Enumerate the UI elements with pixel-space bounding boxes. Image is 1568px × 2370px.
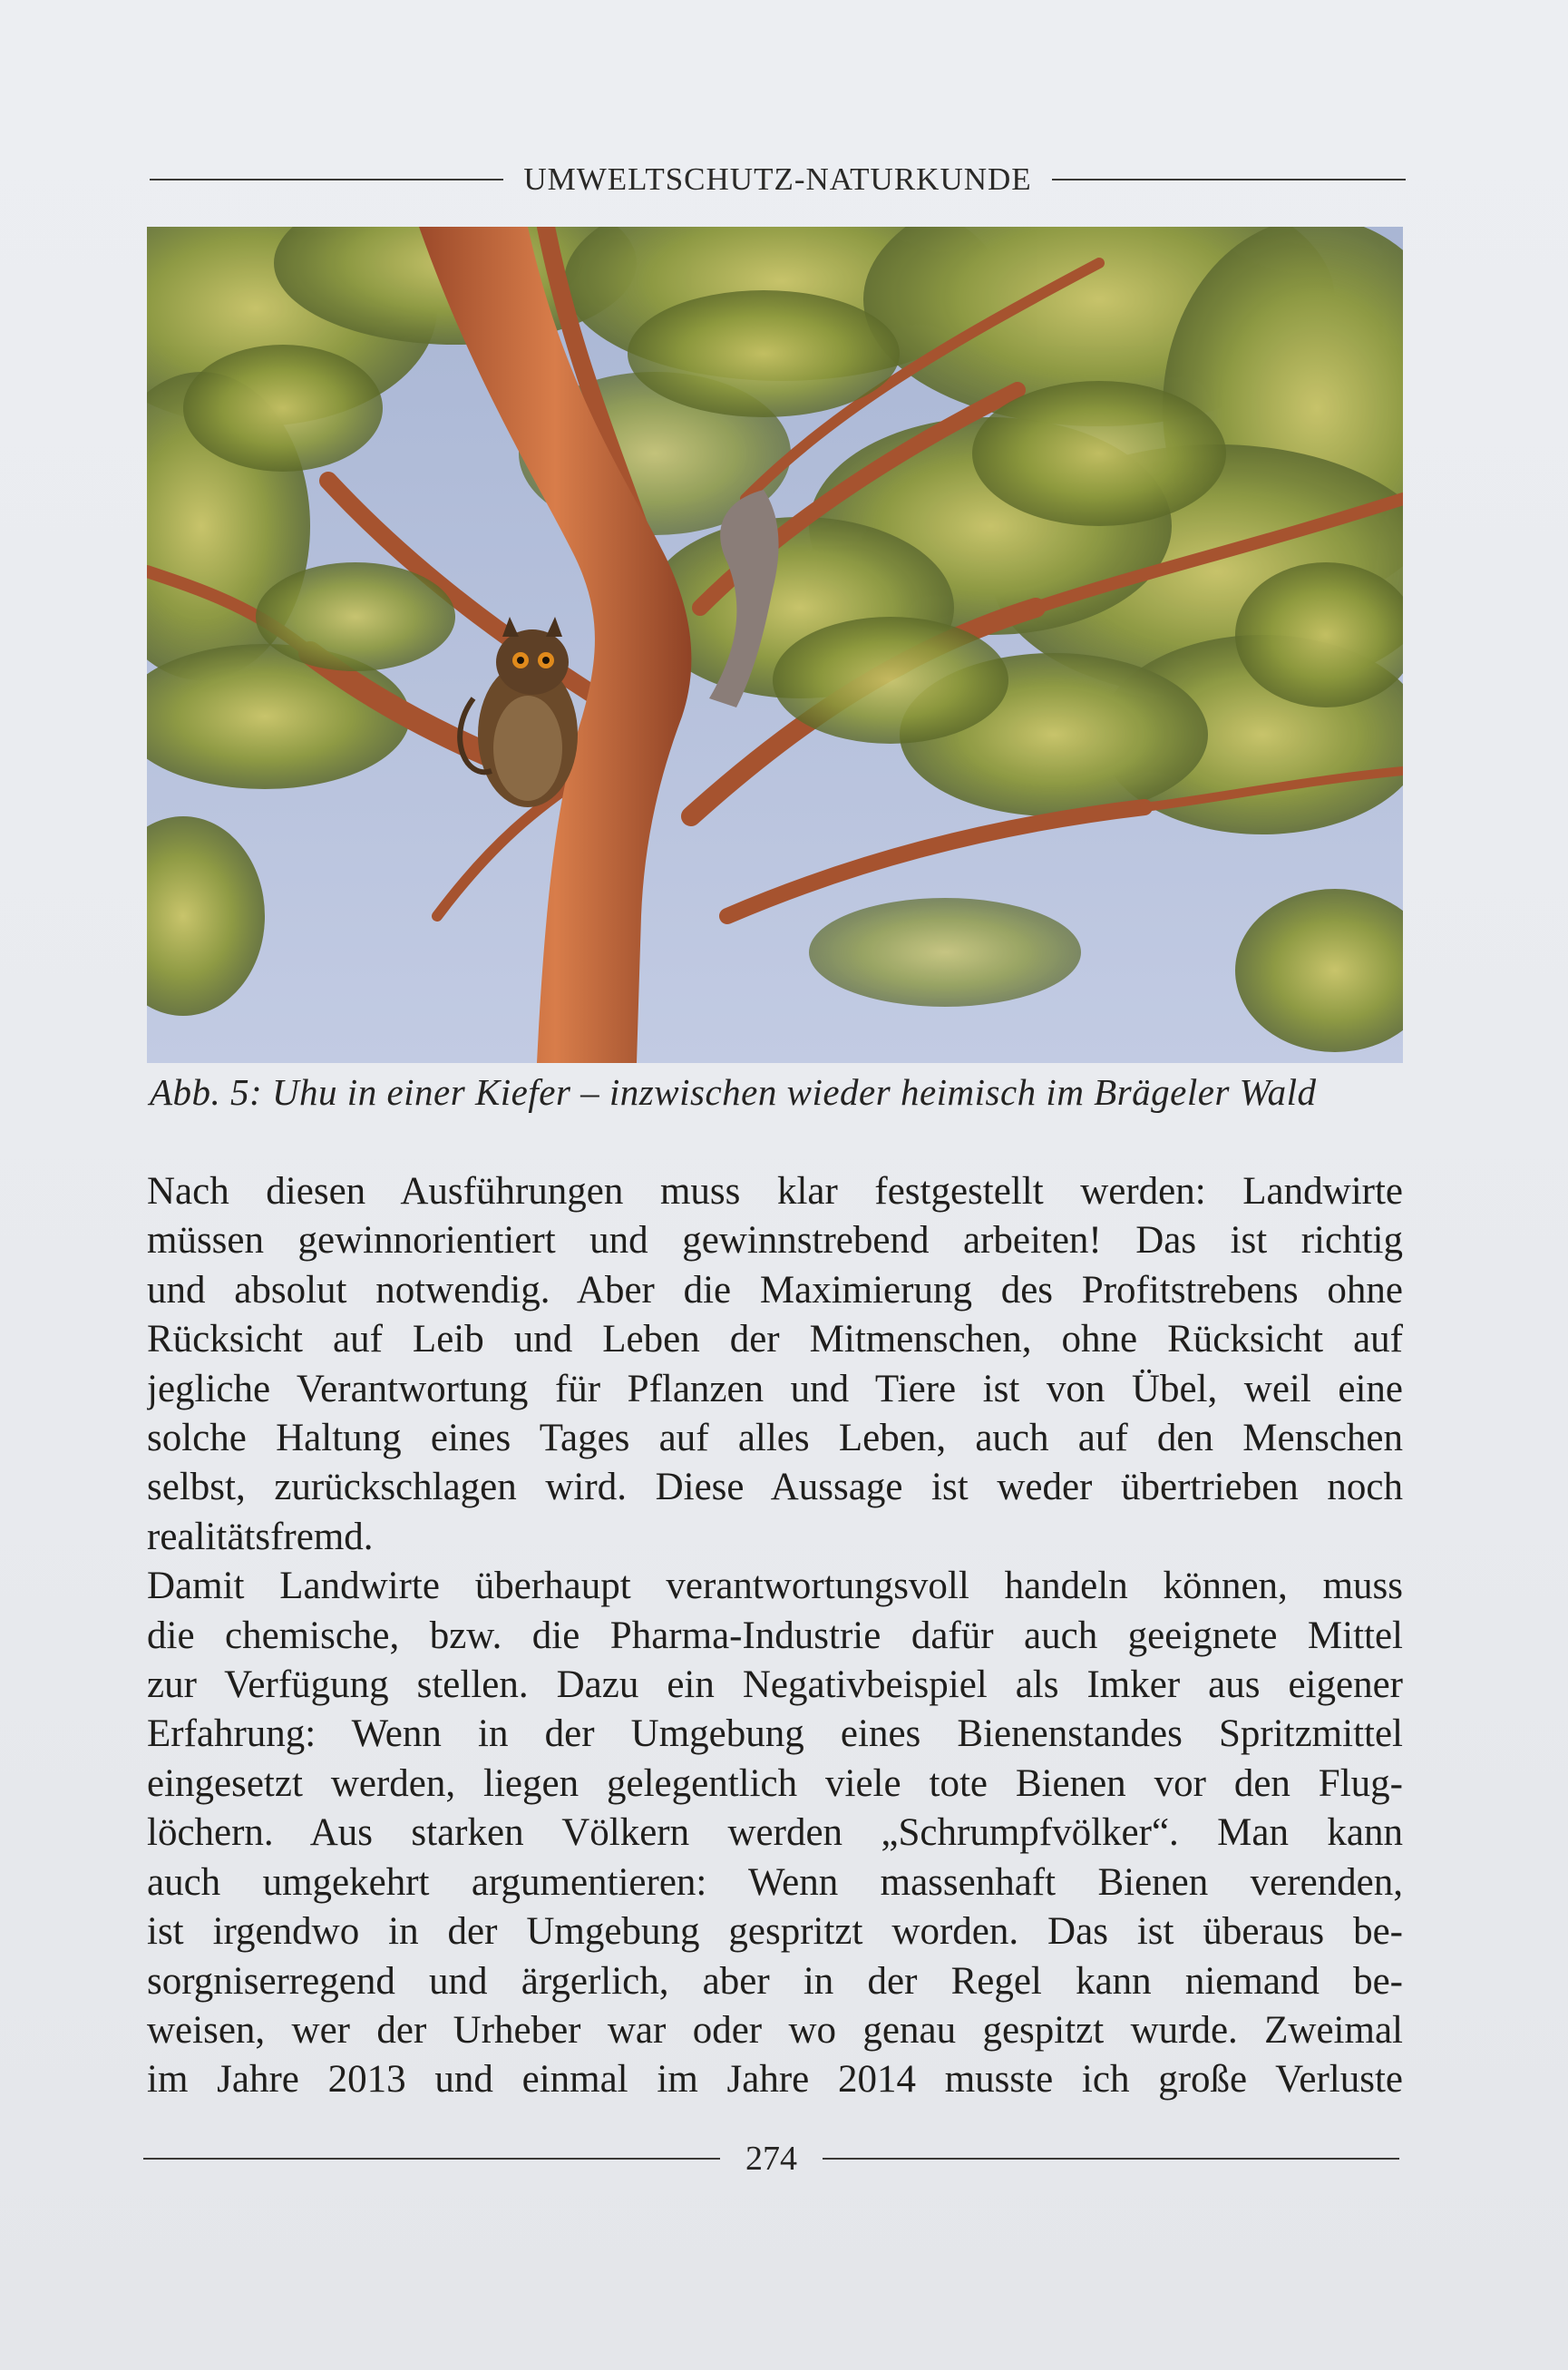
text-line: sorgniserregend und ärgerlich, aber in der Regel kann niemand be- bbox=[147, 1959, 1403, 2003]
text-line: die chemische, bzw. die Pharma-Industrie dafür auch geeignete Mittel bbox=[147, 1614, 1403, 1657]
figure-caption: Abb. 5: Uhu in einer Kiefer – inzwischen wieder heimisch im Brägeler Wald bbox=[150, 1071, 1317, 1113]
header-rule-left bbox=[150, 179, 503, 180]
text-line: im Jahre 2013 und einmal im Jahre 2014 musste ich große Verluste bbox=[147, 2058, 1403, 2102]
running-header bbox=[150, 152, 1406, 207]
text-line: müssen gewinnorientiert und gewinnstrebend arbeiten! Das ist richtig bbox=[147, 1219, 1403, 1263]
text-line: selbst, zurückschlagen wird. Diese Aussage ist weder übertrieben noch bbox=[147, 1466, 1403, 1509]
text-line: auch umgekehrt argumentieren: Wenn massenhaft Bienen verenden, bbox=[147, 1860, 1403, 1904]
text-line: Nach diesen Ausführungen muss klar festgestellt werden: Landwirte bbox=[147, 1170, 1403, 1213]
footer-rule-right bbox=[823, 2158, 1399, 2160]
text-line: weisen, wer der Urheber war oder wo genau gespitzt wurde. Zweimal bbox=[147, 2008, 1403, 2052]
text-line: Erfahrung: Wenn in der Umgebung eines Bienenstandes Spritzmittel bbox=[147, 1712, 1403, 1756]
page-number: 274 bbox=[745, 2140, 797, 2178]
pine-tree-illustration bbox=[147, 227, 1403, 1063]
text-line: ist irgendwo in der Umgebung gespritzt worden. Das ist überaus be- bbox=[147, 1910, 1403, 1954]
body-text bbox=[147, 1167, 1403, 2105]
header-title: UMWELTSCHUTZ-NATURKUNDE bbox=[523, 161, 1032, 197]
text-line: zur Verfügung stellen. Dazu ein Negativbeispiel als Imker aus eigener bbox=[147, 1663, 1403, 1707]
text-line: und absolut notwendig. Aber die Maximierung des Profitstrebens ohne bbox=[147, 1268, 1403, 1312]
text-line: löchern. Aus starken Völkern werden „Schrumpfvölker“. Man kann bbox=[147, 1811, 1403, 1855]
footer-rule-left bbox=[143, 2158, 720, 2160]
owl-in-pine-photo bbox=[147, 227, 1403, 1063]
text-line: jegliche Verantwortung für Pflanzen und Tiere ist von Übel, weil eine bbox=[147, 1367, 1403, 1410]
text-line: realitätsfremd. bbox=[147, 1515, 374, 1558]
text-line: eingesetzt werden, liegen gelegentlich viele tote Bienen vor den Flug- bbox=[147, 1761, 1403, 1805]
page-footer bbox=[143, 2133, 1399, 2184]
text-line: solche Haltung eines Tages auf alles Leben, auch auf den Menschen bbox=[147, 1417, 1403, 1460]
text-line: Rücksicht auf Leib und Leben der Mitmenschen, ohne Rücksicht auf bbox=[147, 1318, 1403, 1361]
text-line: Damit Landwirte überhaupt verantwortungsvoll handeln können, muss bbox=[147, 1565, 1403, 1608]
header-rule-right bbox=[1052, 179, 1406, 180]
